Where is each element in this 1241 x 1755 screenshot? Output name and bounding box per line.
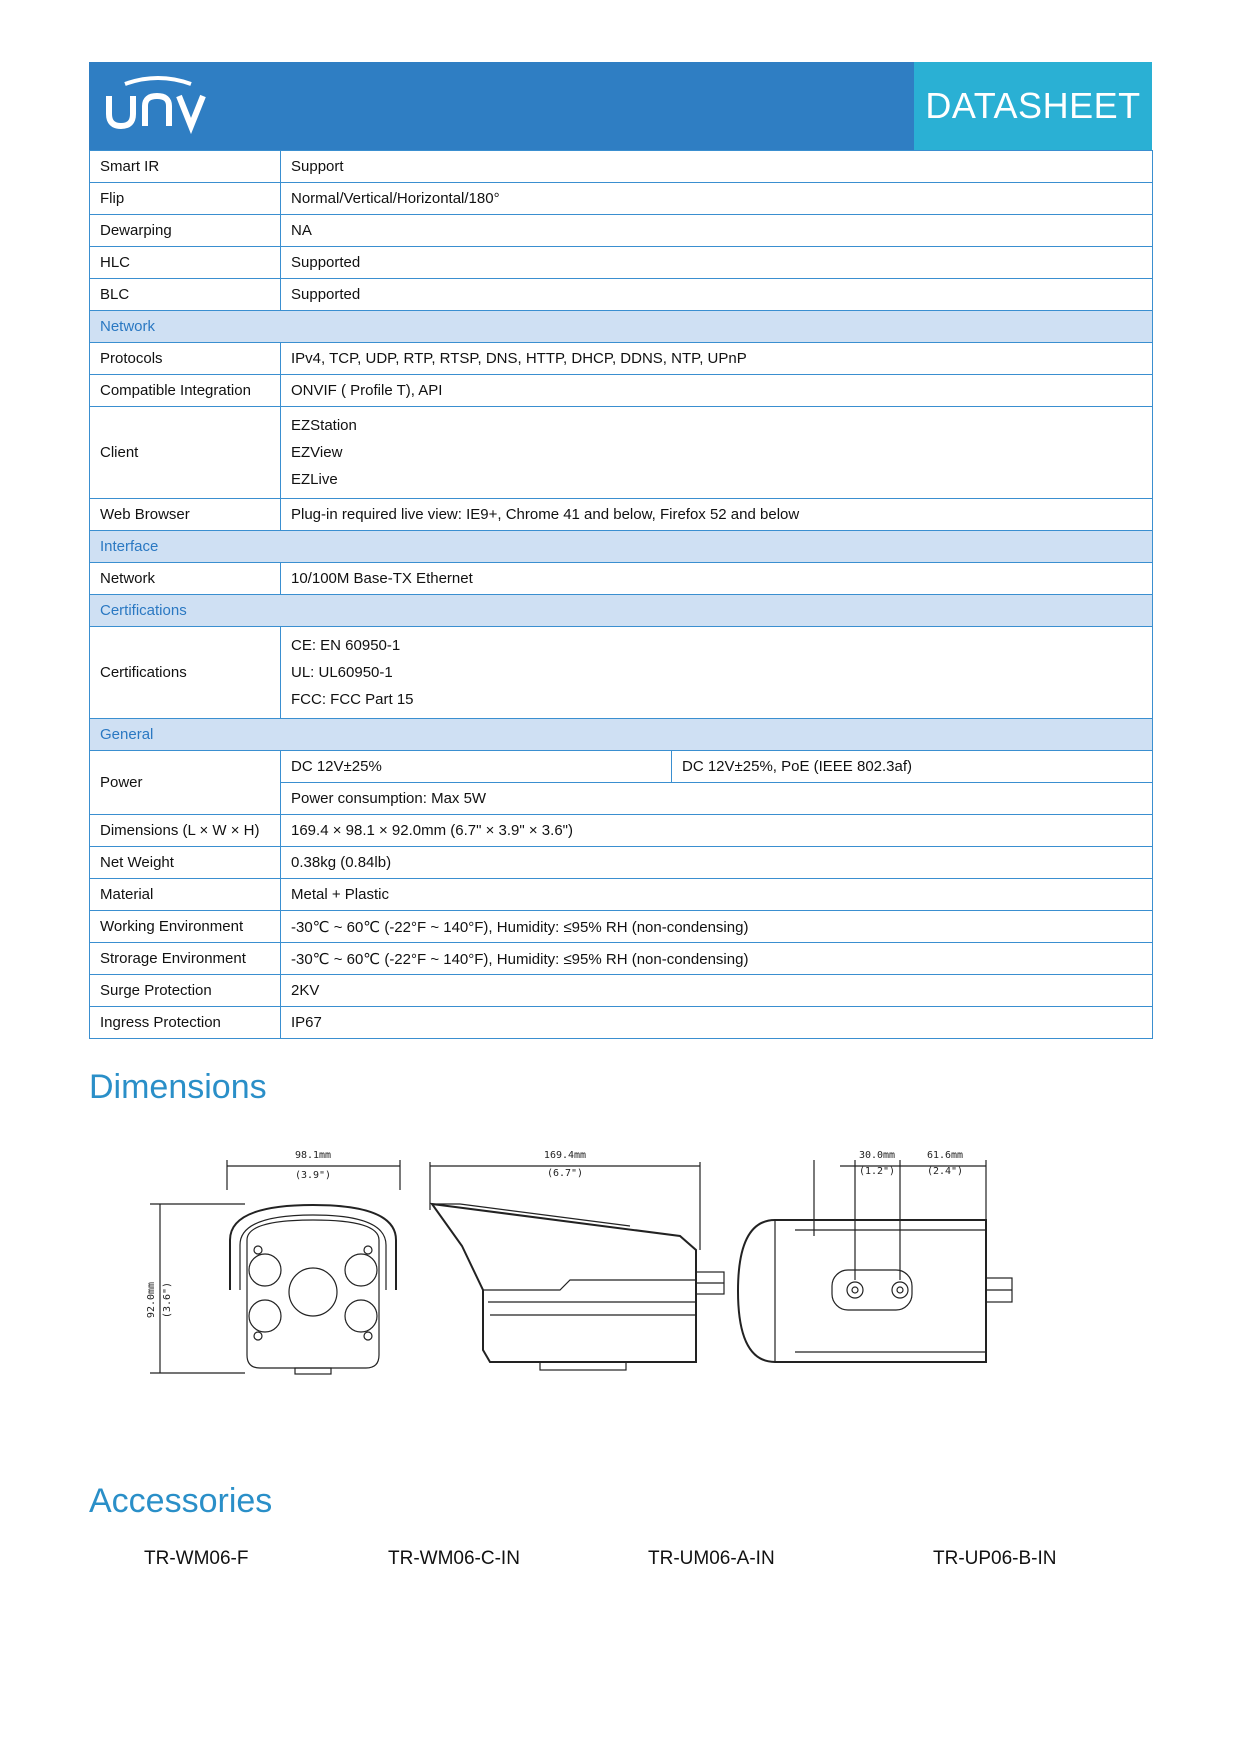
spec-value: 10/100M Base-TX Ethernet [281,563,1153,595]
spec-value: Metal + Plastic [281,879,1153,911]
datasheet-header [89,62,1152,150]
spec-row [90,943,1153,975]
spec-value-list [281,407,1153,499]
side-length-in-label: (6.7") [546,1168,584,1179]
spec-row [90,815,1153,847]
spec-value-list [281,627,1153,719]
spec-label: Certifications [90,627,281,719]
spec-label: Client [90,407,281,499]
spec-row [90,499,1153,531]
front-width-label: 98.1mm [294,1150,332,1161]
section-label: Network [90,311,1153,343]
bottom-a-label: 30.0mm [858,1150,896,1161]
spec-value: Plug-in required live view: IE9+, Chrome 41 and below, Firefox 52 and below [281,499,1153,531]
accessory-item: TR-WM06-F [144,1548,249,1569]
spec-value-line: UL: UL60950-1 [291,664,393,681]
section-label: General [90,719,1153,751]
accessory-item: TR-WM06-C-IN [388,1548,520,1569]
spec-label: Network [90,563,281,595]
spec-label: Power [90,751,281,815]
spec-value: NA [281,215,1153,247]
spec-label: Compatible Integration [90,375,281,407]
spec-label: Surge Protection [90,975,281,1007]
spec-label: Web Browser [90,499,281,531]
spec-label: Smart IR [90,151,281,183]
spec-value: Supported [281,279,1153,311]
section-header [90,311,1153,343]
section-header [90,531,1153,563]
front-height-label: 92.0mm [146,1281,157,1319]
accessories-title: Accessories [89,1482,273,1520]
spec-label: Flip [90,183,281,215]
bottom-a-in-label: (1.2") [858,1166,896,1177]
section-header [90,719,1153,751]
accessory-item: TR-UM06-A-IN [648,1548,775,1569]
bottom-b-in-label: (2.4") [926,1166,964,1177]
spec-value: -30℃ ~ 60℃ (-22°F ~ 140°F), Humidity: ≤95% RH (non-condensing) [281,911,1153,943]
spec-label: Dewarping [90,215,281,247]
spec-label: HLC [90,247,281,279]
side-length-label: 169.4mm [543,1150,587,1161]
spec-value: ONVIF ( Profile T), API [281,375,1153,407]
spec-value: -30℃ ~ 60℃ (-22°F ~ 140°F), Humidity: ≤95% RH (non-condensing) [281,943,1153,975]
spec-value: 169.4 × 98.1 × 92.0mm (6.7" × 3.9" × 3.6") [281,815,1153,847]
bottom-view-drawing [738,1150,1012,1362]
spec-value: 2KV [281,975,1153,1007]
spec-row [90,847,1153,879]
spec-label: Working Environment [90,911,281,943]
datasheet-badge: DATASHEET [914,62,1152,150]
spec-label: BLC [90,279,281,311]
dimensions-title: Dimensions [89,1068,267,1106]
spec-value: DC 12V±25%, PoE (IEEE 802.3af) [672,751,1153,783]
side-view-drawing [430,1150,724,1370]
spec-value-line: EZLive [291,471,338,488]
spec-label: Net Weight [90,847,281,879]
section-label: Certifications [90,595,1153,627]
spec-row [90,215,1153,247]
spec-row [90,375,1153,407]
spec-value-line: FCC: FCC Part 15 [291,691,414,708]
bottom-b-label: 61.6mm [926,1150,964,1161]
unv-logo [103,76,213,136]
spec-row [90,563,1153,595]
dimension-drawings [146,1140,1090,1380]
spec-label: Strorage Environment [90,943,281,975]
spec-value: IP67 [281,1007,1153,1039]
spec-row [90,975,1153,1007]
spec-value-line: CE: EN 60950-1 [291,637,401,654]
spec-row [90,1007,1153,1039]
spec-label: Dimensions (L × W × H) [90,815,281,847]
spec-label: Ingress Protection [90,1007,281,1039]
section-label: Interface [90,531,1153,563]
spec-row [90,279,1153,311]
spec-value-line: EZStation [291,417,357,434]
section-header [90,595,1153,627]
spec-row [90,183,1153,215]
front-height-in-label: (3.6") [162,1281,173,1319]
spec-row [90,879,1153,911]
front-view-drawing [146,1150,400,1374]
spec-row [90,751,1153,783]
spec-label: Protocols [90,343,281,375]
spec-value: Normal/Vertical/Horizontal/180° [281,183,1153,215]
spec-value: Power consumption: Max 5W [281,783,1153,815]
spec-value: DC 12V±25% [281,751,672,783]
spec-table [89,150,1153,1039]
spec-value-line: EZView [291,444,343,461]
spec-value: 0.38kg (0.84lb) [281,847,1153,879]
spec-value: Supported [281,247,1153,279]
accessory-item: TR-UP06-B-IN [933,1548,1057,1569]
spec-row [90,343,1153,375]
spec-row [90,407,1153,499]
spec-label: Material [90,879,281,911]
spec-row [90,247,1153,279]
spec-value: IPv4, TCP, UDP, RTP, RTSP, DNS, HTTP, DHCP, DDNS, NTP, UPnP [281,343,1153,375]
front-width-in-label: (3.9") [294,1170,332,1181]
spec-row [90,911,1153,943]
spec-row [90,151,1153,183]
spec-row [90,627,1153,719]
spec-value: Support [281,151,1153,183]
